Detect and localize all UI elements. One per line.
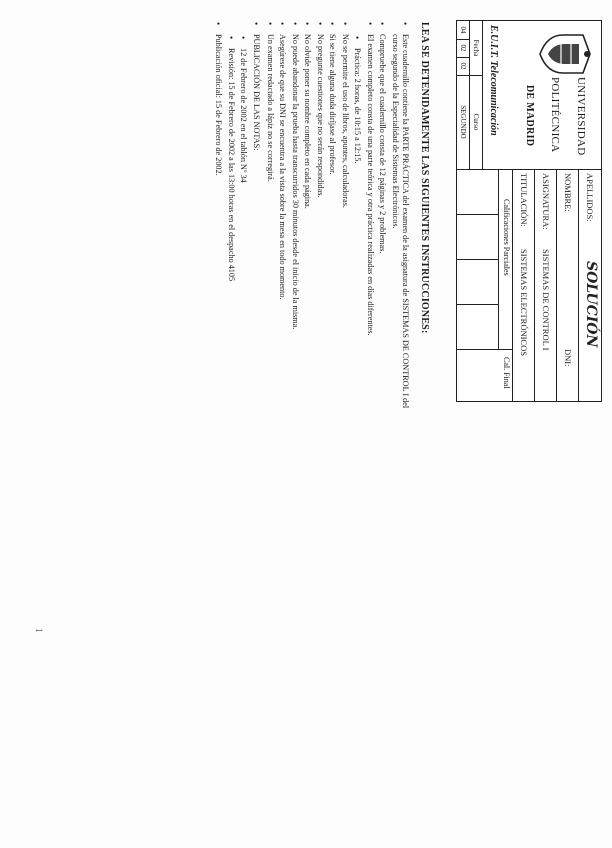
- apellidos-value: SOLUCIÓN: [583, 261, 599, 348]
- list-item: • Este cuadernillo contiene la PARTE PRÁCTICA del examen de la asignatura de SISTEMAS DE CONTROL I del curso segundo de la Especialidad de Sistemas Electrónicos.: [390, 22, 410, 422]
- mini-value: SEGUNDO: [459, 105, 467, 139]
- school-name: E.U.I.T. Telecomunicación: [488, 25, 499, 136]
- list-item: • Compruebe que el cuadernillo consta de 12 páginas y 2 problemas.: [378, 22, 388, 422]
- student-fields: [457, 169, 601, 401]
- mini-value: 02: [459, 62, 467, 70]
- asignatura-label: ASIGNATURA:: [541, 173, 551, 230]
- asignatura-value: SISTEMAS DE CONTROL I: [541, 249, 551, 351]
- list-item: • PUBLICACIÓN DE LAS NOTAS:: [251, 22, 261, 422]
- apellidos-row: [578, 169, 601, 401]
- margin-mark: 1: [34, 628, 44, 633]
- apellidos-label: APELLIDOS:: [585, 173, 595, 222]
- instructions-title: LEA SE DETENIDAMENTE LAS SIGUIENTES INSTRUCCIONES:: [419, 22, 430, 334]
- calif-final-label: Cal. Final: [502, 357, 511, 389]
- mini-header-fecha: Fecha: [472, 39, 480, 57]
- university-crest-icon: [537, 29, 593, 79]
- date-course-box: [456, 21, 483, 169]
- titulacion-label: TITULACIÓN:: [519, 173, 529, 227]
- grid-line: [457, 259, 499, 260]
- titulacion-row: [512, 169, 535, 401]
- list-subitem: • Práctica: 2 horas, de 10:15 a 12:15.: [353, 22, 363, 422]
- grid-line: [457, 304, 499, 305]
- grid-line: [457, 214, 499, 215]
- list-item: • El examen completo consta de una parte teórica y otra práctica realizadas en días diferentes.: [365, 22, 375, 422]
- asignatura-row: [534, 169, 557, 401]
- list-item: • Si se tiene alguna duda diríjase al profesor.: [328, 22, 338, 422]
- list-item: • No puede abandonar la prueba hasta transcurridos 30 minutos desde el inicio de la misma.: [290, 22, 300, 422]
- titulacion-value: SISTEMAS ELECTRÓNICOS: [519, 249, 529, 356]
- university-line2: POLITÉCNICA: [549, 77, 561, 153]
- list-item: • Publicación oficial: 15 de Febrero de 2002.: [214, 22, 224, 422]
- list-item: • Un examen redactado a lápiz no se corregirá.: [265, 22, 275, 422]
- mini-value: 02: [459, 44, 467, 52]
- instructions-list: [211, 22, 410, 422]
- nombre-row: [556, 169, 579, 401]
- dni-label: DNI:: [563, 349, 573, 367]
- exam-header: [456, 20, 602, 402]
- calif-parciales-label: Calificaciones Parciales: [502, 199, 511, 276]
- list-item: • No pregunte cuestiones que no serán respondidas.: [315, 22, 325, 422]
- list-item: • No se permite el uso de libros, apuntes, calculadoras.: [340, 22, 350, 422]
- list-subitem: • Revisión: 15 de Febrero de 2002 a las 13:00 horas en el despacho 4105: [226, 22, 236, 422]
- list-item: • No olvide poner su nombre completo en cada página.: [303, 22, 313, 422]
- nombre-label: NOMBRE:: [563, 173, 573, 212]
- list-item: • Asegúrese de que su DNI se encuentra a la vista sobre la mesa en todo momento.: [278, 22, 288, 422]
- list-subitem: • 12 de Febrero de 2002 en el tablón Nº 34: [239, 22, 249, 422]
- university-line3: DE MADRID: [524, 85, 535, 147]
- grades-grid: [457, 169, 513, 401]
- mini-header-curso: Curso: [472, 113, 480, 131]
- university-block: [457, 21, 601, 170]
- mini-value: 04: [459, 26, 467, 34]
- university-line1: UNIVERSIDAD: [575, 77, 587, 156]
- grid-line: [457, 349, 513, 350]
